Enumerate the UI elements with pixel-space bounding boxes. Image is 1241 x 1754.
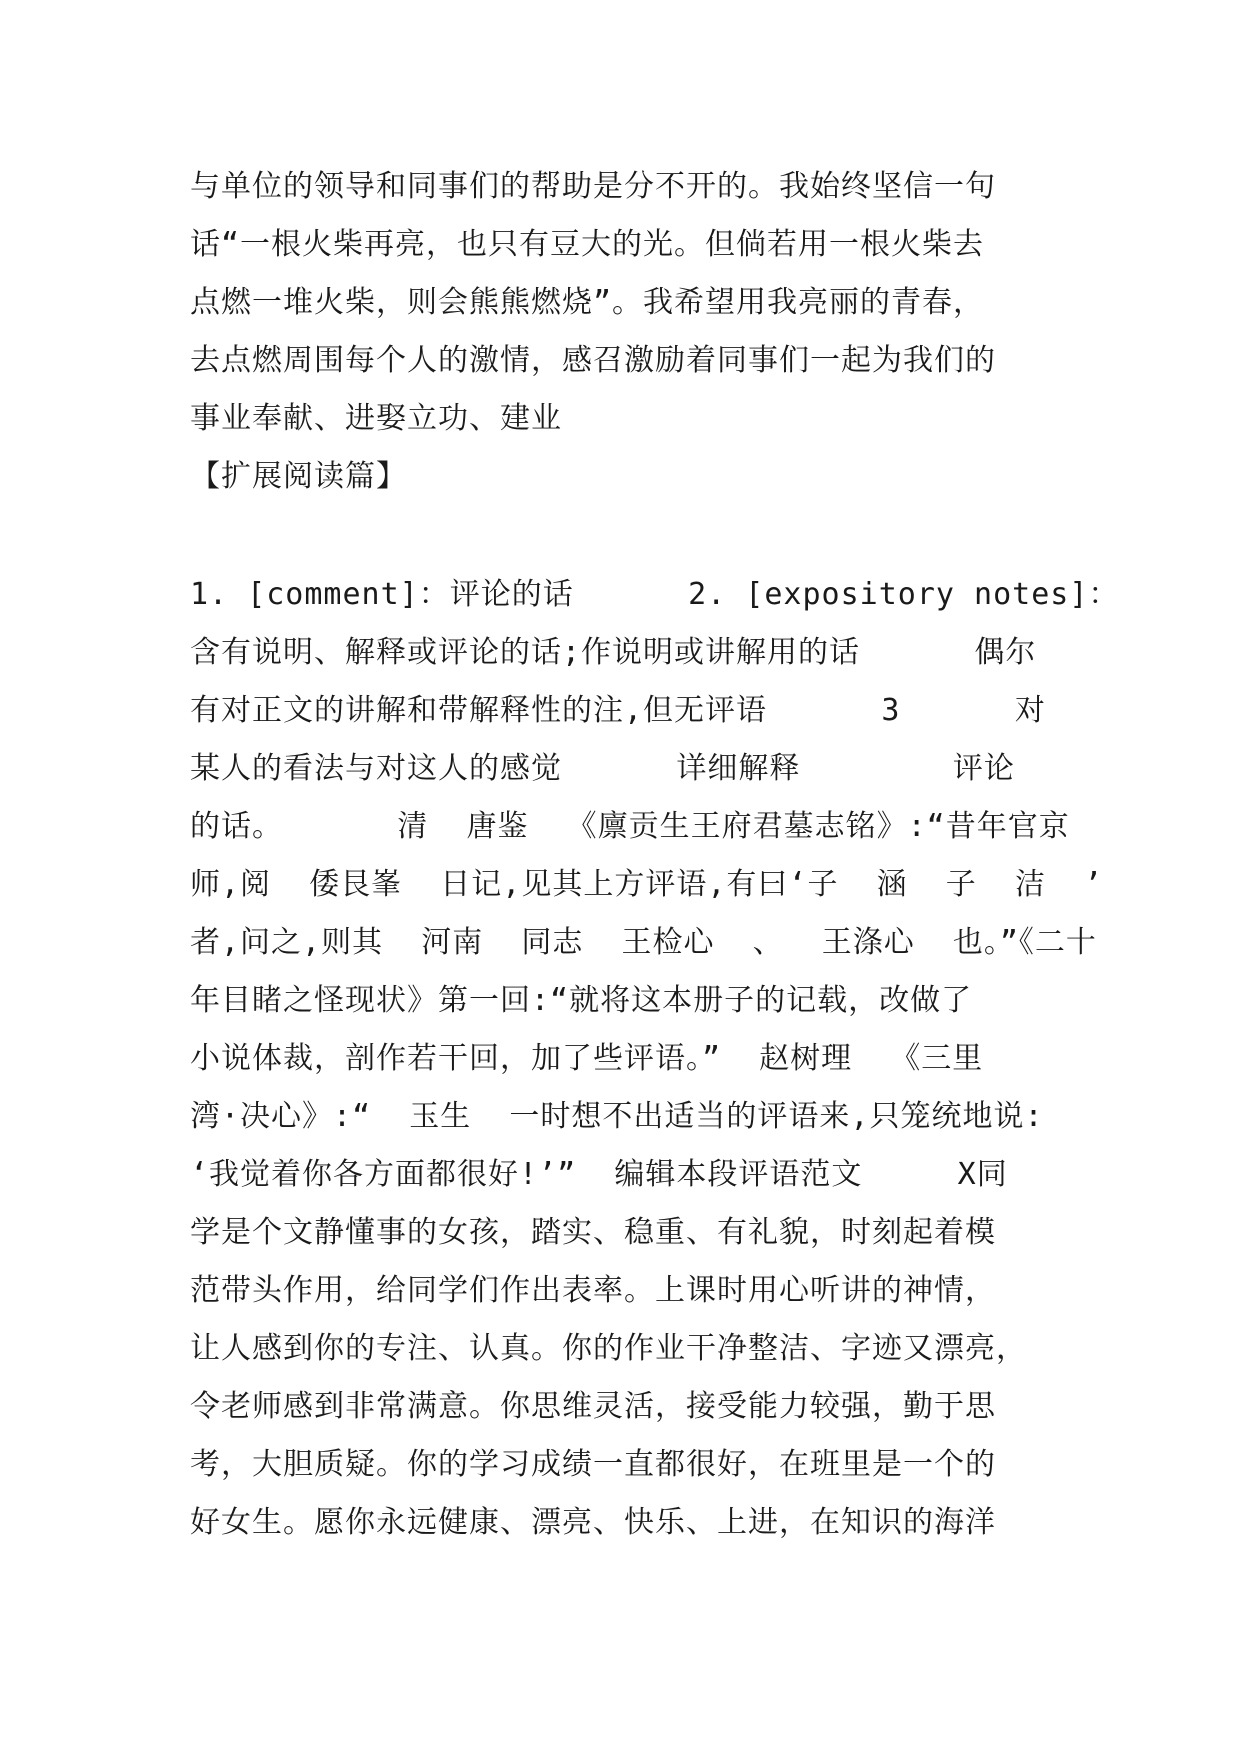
text-line: 某人的看法与对这人的感觉 详细解释 评论 xyxy=(190,751,1015,786)
text-line: 小说体裁，剖作若干回，加了些评语。” 赵树理 《三里 xyxy=(190,1041,984,1076)
text-line: 让人感到你的专注、认真。你的作业干净整洁、字迹又漂亮， xyxy=(190,1331,1027,1366)
text-line: 年目睹之怪现状》第一回:“就将这本册子的记载，改做了 xyxy=(190,983,973,1018)
text-line: 者,问之,则其 河南 同志 王检心 、 王涤心 也。”《二十 xyxy=(190,925,1097,960)
body-text-bottom xyxy=(190,566,1120,1552)
text-line: 范带头作用，给同学们作出表率。上课时用心听讲的神情， xyxy=(190,1273,996,1308)
text-line: 的话。 清 唐鉴 《廪贡生王府君墓志铭》:“昔年官京 xyxy=(190,809,1070,844)
text-line: 1. [comment]：评论的话 2. [expository notes]： xyxy=(190,577,1120,612)
text-line: 湾·决心》:“ 玉生 一时想不出适当的评语来,只笼统地说: xyxy=(190,1099,1044,1134)
text-line: 去点燃周围每个人的激情，感召激励着同事们一起为我们的 xyxy=(190,343,996,378)
text-line: 考，大胆质疑。你的学习成绩一直都很好，在班里是一个的 xyxy=(190,1447,996,1482)
text-line: 令老师感到非常满意。你思维灵活，接受能力较强，勤于思 xyxy=(190,1389,996,1424)
text-line: 点燃一堆火柴，则会熊熊燃烧”。我希望用我亮丽的青春， xyxy=(190,285,985,320)
section-heading: 【扩展阅读篇】 xyxy=(190,459,407,494)
text-line: 与单位的领导和同事们的帮助是分不开的。我始终坚信一句 xyxy=(190,169,996,204)
text-line: 事业奉献、进娶立功、建业 xyxy=(190,401,562,436)
body-text-top xyxy=(190,158,1060,506)
text-line: 学是个文静懂事的女孩，踏实、稳重、有礼貌，时刻起着模 xyxy=(190,1215,996,1250)
text-line: 话“一根火柴再亮，也只有豆大的光。但倘若用一根火柴去 xyxy=(190,227,985,262)
text-line: 师,阅 倭艮峯 日记,见其上方评语,有曰‘子 涵 子 洁 ’ xyxy=(190,867,1104,902)
text-line: 含有说明、解释或评论的话;作说明或讲解用的话 偶尔 xyxy=(190,635,1037,670)
text-line: 有对正文的讲解和带解释性的注,但无评语 3 对 xyxy=(190,693,1046,728)
text-line: 好女生。愿你永远健康、漂亮、快乐、上进，在知识的海洋 xyxy=(190,1505,996,1540)
text-line: ‘我觉着你各方面都很好!’” 编辑本段评语范文 X同 xyxy=(190,1157,1008,1192)
